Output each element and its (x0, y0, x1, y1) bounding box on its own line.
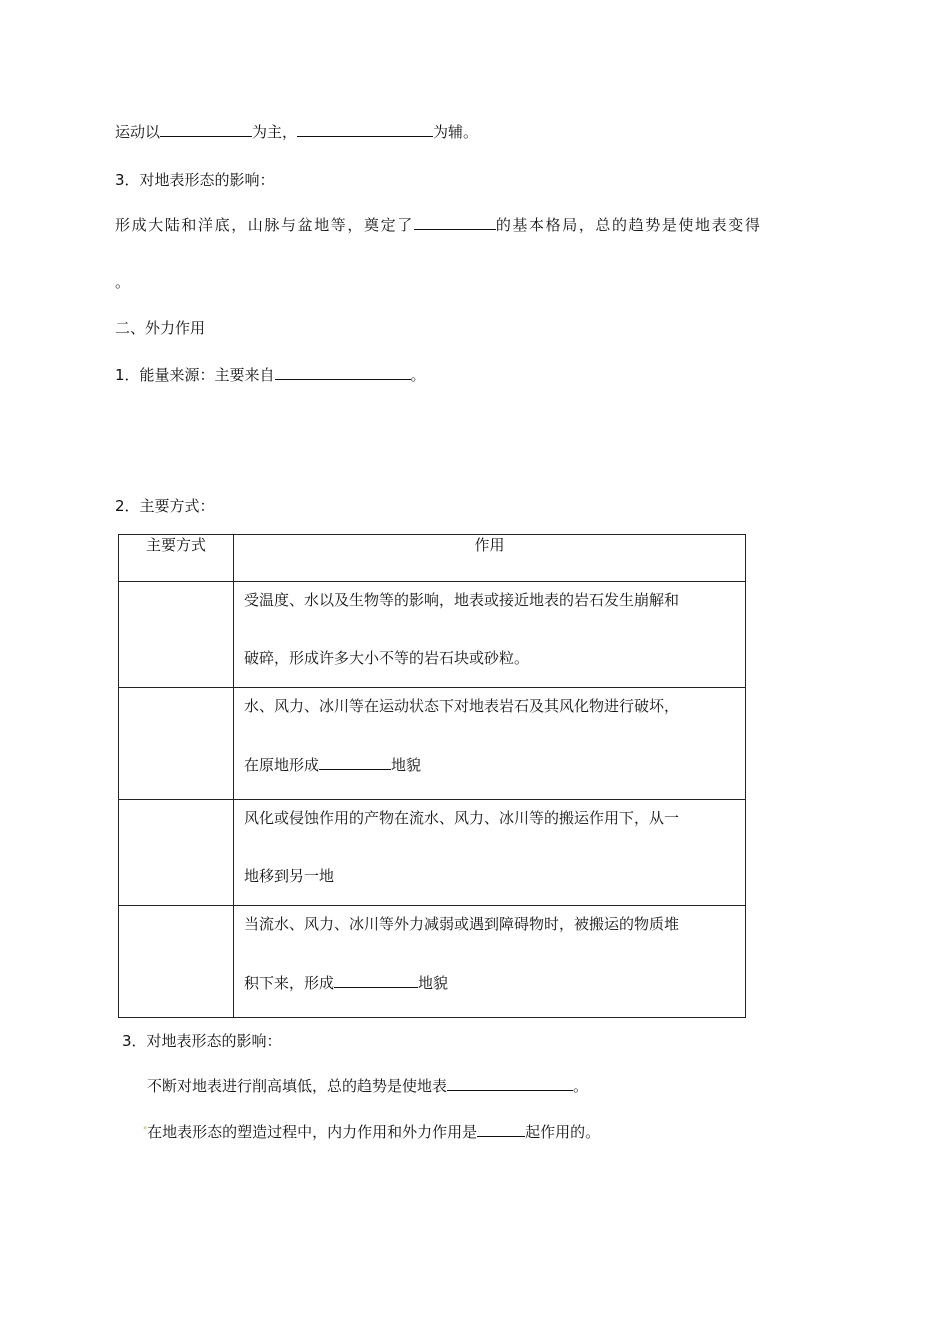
section1-item3-text (115, 214, 761, 235)
row3-line2: 地移到另一地 (244, 867, 335, 885)
blank-erosion[interactable] (319, 754, 391, 770)
energy-suffix: 。 (410, 366, 426, 384)
energy-prefix: 1．能量来源：主要来自 (115, 366, 275, 384)
blank-together[interactable] (477, 1121, 525, 1137)
item3-text-b: 的基本格局，总的趋势是使地表变得 (495, 216, 762, 234)
row3-line1: 风化或侵蚀作用的产物在流水、风力、冰川等的搬运作用下，从一 (244, 809, 680, 827)
section1-item3-heading: 3．对地表形态的影响： (115, 171, 275, 189)
header-way: 主要方式 (119, 535, 234, 582)
row2-line2: 在原地形成 地貌 (244, 756, 422, 774)
item3b-end: 。 (573, 1077, 589, 1095)
energy-line (115, 364, 426, 385)
closing-marker: " (143, 1126, 148, 1136)
closing-line (143, 1121, 600, 1142)
blank-secondary[interactable] (297, 121, 433, 137)
row1-line1: 受温度、水以及生物等的影响，地表或接近地表的岩石发生崩解和 (244, 591, 680, 609)
item3-end: 。 (115, 273, 131, 291)
intro-mid: 为主， (252, 123, 298, 141)
row4-line1: 当流水、风力、冰川等外力减弱或遇到障碍物时，被搬运的物质堆 (244, 915, 680, 933)
blank-deposition[interactable] (334, 972, 418, 988)
row4-line2: 积下来，形成 地貌 (244, 974, 449, 992)
blank-pattern[interactable] (414, 214, 496, 230)
way-cell-1[interactable] (119, 582, 234, 688)
effect-cell-3 (234, 800, 746, 906)
blank-trend[interactable] (447, 1075, 573, 1091)
effect-cell-1 (234, 582, 746, 688)
table-header-row (119, 535, 746, 582)
row2-line1: 水、风力、冰川等在运动状态下对地表岩石及其风化物进行破坏， (244, 697, 680, 715)
closing-suffix: 起作用的。 (525, 1123, 601, 1141)
item3b-text-body: 不断对地表进行削高填低，总的趋势是使地表 (147, 1077, 448, 1095)
section2-heading: 二、外力作用 (115, 319, 206, 337)
row1-line2: 破碎，形成许多大小不等的岩石块或砂粒。 (244, 649, 530, 667)
ways-heading: 2．主要方式： (115, 497, 215, 515)
table-row (119, 688, 746, 800)
item3b-heading: 3．对地表形态的影响： (122, 1032, 282, 1050)
way-cell-3[interactable] (119, 800, 234, 906)
intro-suffix: 为辅。 (433, 123, 479, 141)
table-row (119, 906, 746, 1018)
closing-prefix: 在地表形态的塑造过程中，内力作用和外力作用是 (147, 1123, 478, 1141)
table-row (119, 582, 746, 688)
ways-table (118, 534, 746, 1018)
blank-main[interactable] (160, 121, 252, 137)
way-cell-4[interactable] (119, 906, 234, 1018)
item3b-text (147, 1075, 588, 1096)
intro-line (115, 121, 478, 142)
item3-text-a: 形成大陆和洋底，山脉与盆地等，奠定了 (115, 216, 414, 234)
table-row (119, 800, 746, 906)
effect-cell-4 (234, 906, 746, 1018)
effect-cell-2 (234, 688, 746, 800)
intro-prefix: 运动以 (115, 123, 161, 141)
header-effect: 作用 (234, 535, 746, 582)
way-cell-2[interactable] (119, 688, 234, 800)
blank-energy[interactable] (275, 364, 411, 380)
